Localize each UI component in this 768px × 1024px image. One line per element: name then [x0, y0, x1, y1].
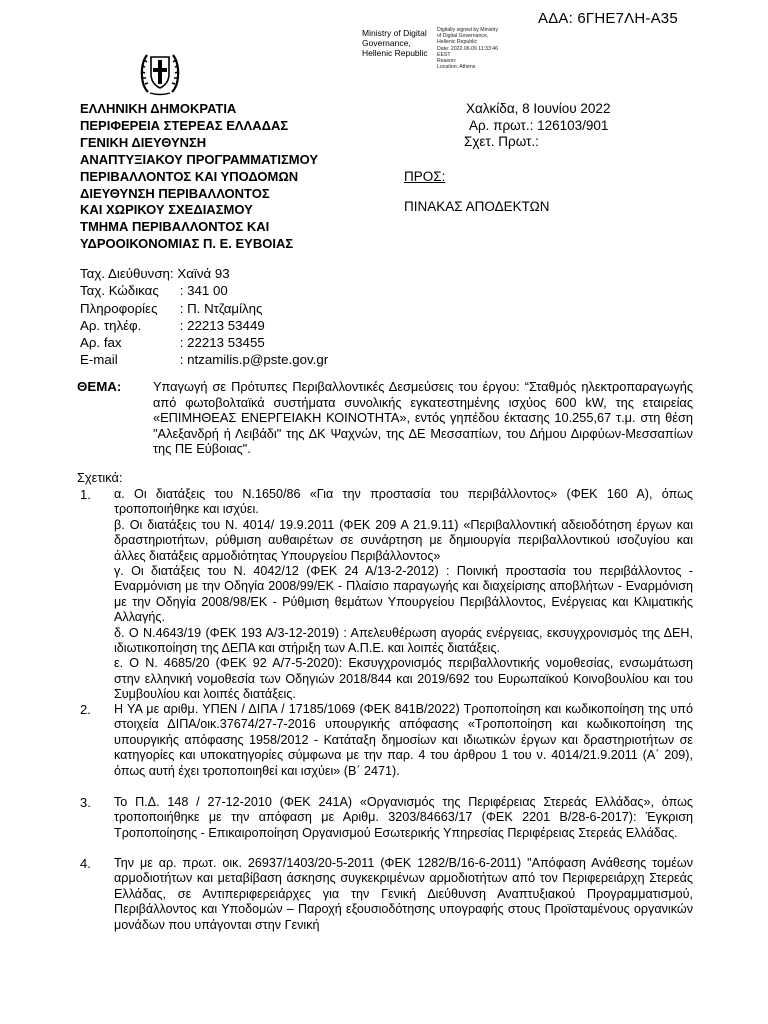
reference-item	[114, 795, 693, 841]
reference-item	[114, 702, 693, 779]
reference-paragraph: β. Οι διατάξεις του Ν. 4014/ 19.9.2011 (ΦΕΚ 209 Α 21.9.11) «Περιβαλλοντική αδειοδότηση έργων και δραστηριοτήτων, ρύθμιση αυθαιρέτων σε συνάρτηση με δημιουργία περιβαλλοντικού ισοζυγίου και άλλες διατάξεις αρμοδιότητας Υπουργείου Περιβάλλοντος»	[114, 517, 693, 563]
issuer-line: ΚΑΙ ΧΩΡΙΚΟΥ ΣΧΕΔΙΑΣΜΟΥ	[80, 202, 253, 218]
issuer-line: ΕΛΛΗΝΙΚΗ ΔΗΜΟΚΡΑΤΙΑ	[80, 101, 237, 116]
reference-item	[114, 856, 693, 933]
to-label: ΠΡΟΣ:	[404, 169, 446, 184]
issuer-line: ΔΙΕΥΘΥΝΣΗ ΠΕΡΙΒΑΛΛΟΝΤΟΣ	[80, 185, 270, 201]
signature-detail-line: Hellenic Republic	[437, 39, 478, 46]
reference-number: 4.	[80, 856, 91, 871]
signature-detail-line: EEST	[437, 51, 451, 58]
greek-emblem-icon	[138, 50, 182, 96]
reference-item	[114, 487, 693, 703]
reference-number: 3.	[80, 795, 91, 810]
date-block	[466, 101, 610, 151]
protocol-number: Αρ. πρωτ.: 126103/901	[469, 117, 609, 133]
issuer-line: ΑΝΑΠΤΥΞΙΑΚΟΥ ΠΡΟΓΡΑΜΜΑΤΙΣΜΟΥ	[80, 151, 319, 167]
signature-detail-line: of Digital Governance,	[437, 33, 489, 40]
reference-paragraph: Το Π.Δ. 148 / 27-12-2010 (ΦΕΚ 241Α) «Οργανισμός της Περιφέρειας Στερεάς Ελλάδας», όπως τροποποιήθηκε με την απόφαση με Αριθμ. 3203/84663/17 (ΦΕΚ 2201 Β/28-6-2017): Έγκριση Τροποποίησης - Επικαιροποίηση Οργανισμού Εσωτερικής Υπηρεσίας Περιφέρειας Στερεάς Ελλάδας.	[114, 795, 693, 840]
signature-detail-line: Location: Athens	[437, 64, 476, 71]
issuer-block	[80, 101, 318, 253]
issuer-line: ΠΕΡΙΦΕΡΕΙΑ ΣΤΕΡΕΑΣ ΕΛΛΑΔΑΣ	[80, 117, 289, 133]
contact-row: E-mail : ntzamilis.p@pste.gov.gr	[80, 352, 329, 368]
signature-detail-line: Date: 2022.06.09 11:33:46	[437, 45, 499, 52]
references-label: Σχετικά:	[77, 470, 123, 485]
reference-paragraph: α. Οι διατάξεις του Ν.1650/86 «Για την προστασία του περιβάλλοντος» (ΦΕΚ 160 Α), όπως τροποποιήθηκε και ισχύει.	[114, 487, 693, 517]
reference-number: 2.	[80, 702, 91, 717]
document-date: Χαλκίδα, 8 Ιουνίου 2022	[466, 101, 611, 116]
contact-row: Αρ. τηλέφ. : 22213 53449	[80, 317, 265, 333]
digital-signature-details	[437, 27, 547, 70]
reference-paragraph: Η ΥΑ με αριθμ. ΥΠΕΝ / ΔΙΠΑ / 17185/1069 (ΦΕΚ 841Β/2022) Τροποποίηση και κωδικοποίηση της υπό στοιχεία ΔΙΠΑ/οικ.37674/27-7-2016 υπουργικής απόφασης «Τροποποίηση και κωδικοποίηση της υπουργικής απόφασης 1958/2012 - Κατάταξη δημοσίων και ιδιωτικών έργων και δραστηριοτήτων σε κατηγορίες και υποκατηγορίες σύμφωνα με την παρ. 4 του άρθρου 1 του ν. 4014/21.9.2011 (Α΄ 209), όπως αυτή έχει τροποποιηθεί και ισχύει» (Β΄ 2471).	[114, 702, 693, 778]
recipients-list-label: ΠΙΝΑΚΑΣ ΑΠΟΔΕΚΤΩΝ	[404, 199, 550, 214]
reference-paragraph: ε. Ο Ν. 4685/20 (ΦΕΚ 92 Α/7-5-2020): Εκσυγχρονισμός περιβαλλοντικής νομοθεσίας, ενσωμάτωση στην ελληνική νομοθεσία των Οδηγιών 2018/844 και 2019/692 του Ευρωπαϊκού Κοινοβουλίου και του Συμβουλίου και λοιπές διατάξεις.	[114, 656, 693, 702]
reference-paragraph: δ. Ο Ν.4643/19 (ΦΕΚ 193 Α/3-12-2019) : Απελευθέρωση αγοράς ενέργειας, εκσυγχρονισμός της ΔΕΗ, ιδιωτικοποίηση της ΔΕΠΑ και στήριξη των Α.Π.Ε. και λοιπές διατάξεις.	[114, 625, 693, 656]
issuer-line: ΓΕΝΙΚΗ ΔΙΕΥΘΥΝΣΗ	[80, 134, 207, 150]
issuer-line: ΤΜΗΜΑ ΠΕΡΙΒΑΛΛΟΝΤΟΣ ΚΑΙ	[80, 219, 270, 235]
contact-row: Πληροφορίες : Π. Ντζαμίλης	[80, 300, 263, 316]
signature-detail-line: Digitally signed by Ministry	[437, 27, 499, 33]
contact-row: Ταχ. Διεύθυνση: Χαϊνά 93	[80, 266, 230, 281]
issuer-line: ΠΕΡΙΒΑΛΛΟΝΤΟΣ ΚΑΙ ΥΠΟΔΟΜΩΝ	[80, 168, 299, 184]
contact-row: Ταχ. Κώδικας : 341 00	[80, 283, 228, 299]
subject-text: Υπαγωγή σε Πρότυπες Περιβαλλοντικές Δεσμεύσεις του έργου: “Σταθμός ηλεκτροπαραγωγής από φωτοβολταϊκά συστήματα συνολικής εγκατεστημένης ισχύος 600 kW, της εταιρείας «ΕΠΙΜΗΘΕΑΣ ΕΝΕΡΓΕΙΑΚΗ ΚΟΙΝΟΤΗΤΑ», εντός γηπέδου έκτασης 10.255,67 τ.μ. στη θέση "Αλεξανδρή ή Λειβάδι" της ΔΚ Ψαχνών, της ΔΕ Μεσσαπίων, του Δήμου Διρφύων-Μεσσαπίων της ΠΕ Εύβοιας".	[153, 379, 693, 456]
issuer-line: ΥΔΡΟΟΙΚΟΝΟΜΙΑΣ Π. Ε. ΕΥΒΟΙΑΣ	[80, 236, 294, 252]
related-protocol: Σχετ. Πρωτ.:	[464, 134, 539, 149]
contact-block	[80, 265, 328, 369]
digital-signature-signer: Ministry of Digital Governance, Hellenic Republic	[362, 28, 428, 58]
ada-code: ΑΔΑ: 6ΓΗΕ7ΛΗ-Α35	[538, 10, 678, 27]
reference-paragraph: γ. Οι διατάξεις του Ν. 4042/12 (ΦΕΚ 24 Α/13-2-2012) : Ποινική προστασία του περιβάλλοντος - Εναρμόνιση με την Οδηγία 2008/99/ΕΚ - Πλαίσιο παραγωγής και διαχείρισης αποβλήτων - Εναρμόνιση με την Οδηγία 2008/98/ΕΚ - Ρύθμιση θεμάτων Υπουργείου Περιβάλλοντος, Ενέργειας και Κλιματικής Αλλαγής.	[114, 564, 693, 625]
subject-label: ΘΕΜΑ:	[77, 379, 122, 394]
reference-paragraph: Την με αρ. πρωτ. οικ. 26937/1403/20-5-2011 (ΦΕΚ 1282/Β/16-6-2011) "Απόφαση Ανάθεσης τομέων αρμοδιοτήτων και μεταβίβαση άσκησης συγκεκριμένων αρμοδιοτήτων από τον Περιφερειάρχη Στερεάς Ελλάδας, σε Αντιπεριφερειάρχες για την Γενική Διεύθυνση Αναπτυξιακού Προγραμματισμού, Περιβάλλοντος και Υποδομών – Παροχή εξουσιοδότησης υπογραφής στους Προϊσταμένους οργανικών μονάδων που υπάγονται στην Γενική	[114, 856, 693, 932]
reference-number: 1.	[80, 487, 91, 502]
signature-detail-line: Reason:	[437, 58, 457, 65]
contact-row: Αρ. fax : 22213 53455	[80, 335, 265, 351]
